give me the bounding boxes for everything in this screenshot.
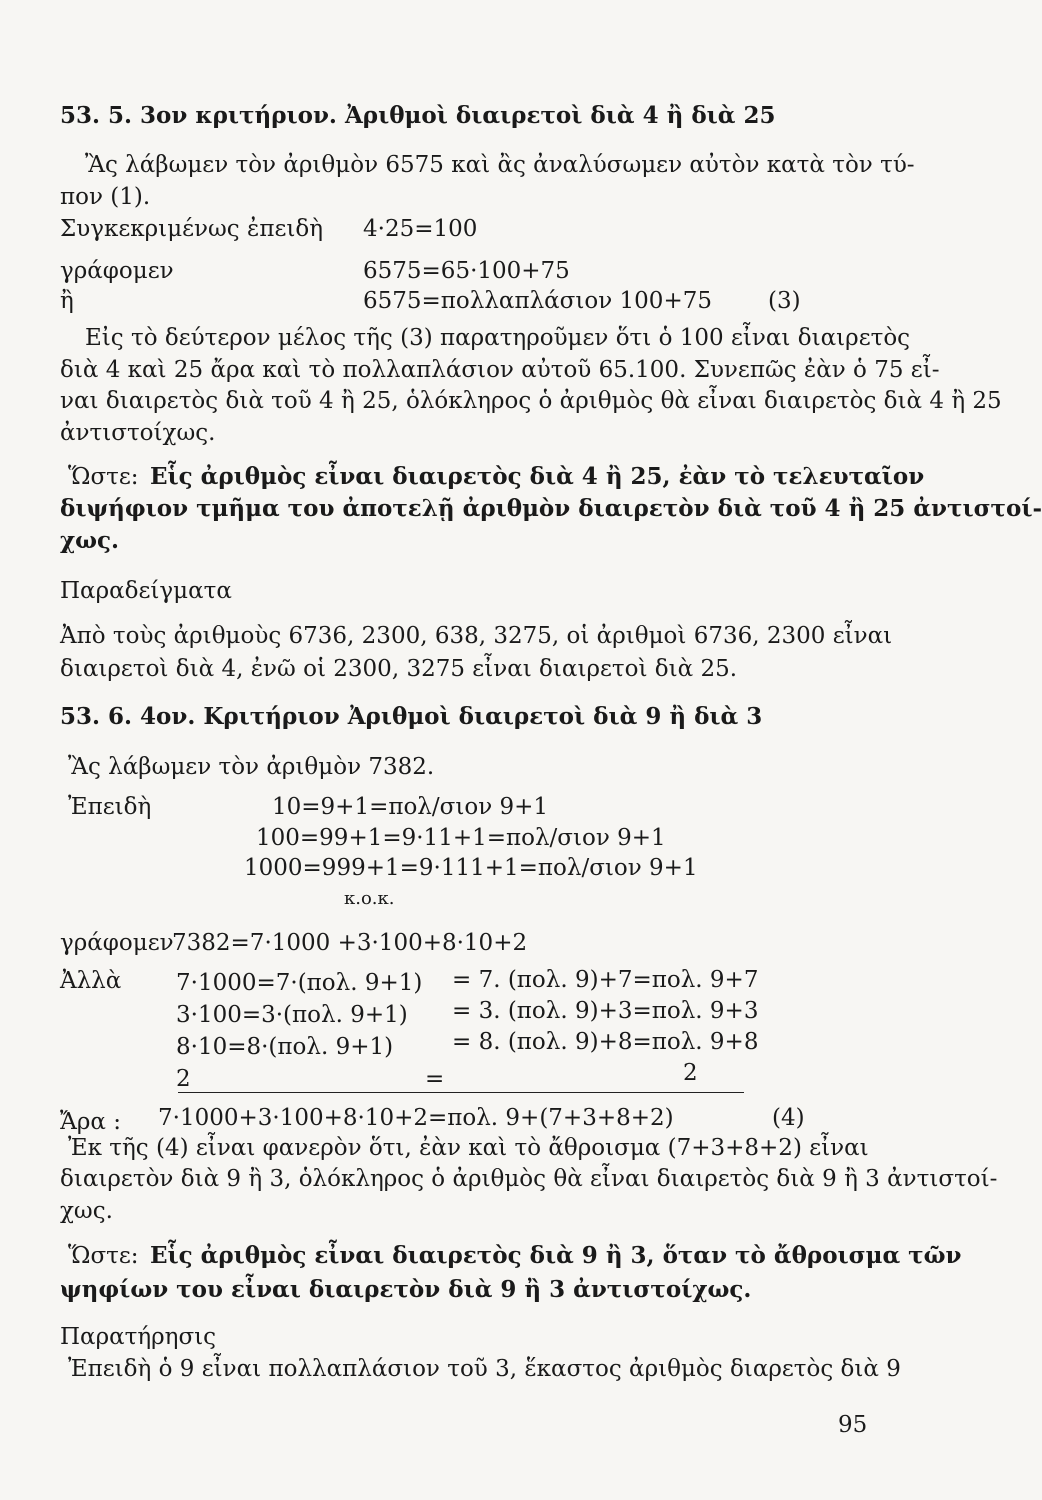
paragraph-line: ναι διαιρετὸς διὰ τοῦ 4 ἢ 25, ὁλόκληρος ὁ ἀριθμὸς θὰ εἶναι διαιρετὸς διὰ 4 ἢ 25 <box>60 388 1002 414</box>
equation: 3·100=3·(πολ. 9+1) <box>176 1002 408 1028</box>
paragraph-line: Εἰς τὸ δεύτερον μέλος τῆς (3) παρατηροῦμεν ὅτι ὁ 100 εἶναι διαιρετὸς <box>85 325 911 351</box>
equation-label: γράφομεν <box>60 258 174 284</box>
paragraph-line: Ἂς λάβωμεν τὸν ἀριθμὸν 7382. <box>68 754 435 780</box>
equation: 6575=πολλαπλάσιον 100+75 <box>363 288 712 314</box>
equation: 7·1000=7·(πολ. 9+1) <box>176 970 423 996</box>
equation: 8·10=8·(πολ. 9+1) <box>176 1034 394 1060</box>
equation: 7382=7·1000 +3·100+8·10+2 <box>172 930 528 956</box>
rule-text: Εἷς ἀριθμὸς εἶναι διαιρετὸς διὰ 4 ἢ 25, ἐὰν τὸ τελευταῖον <box>150 463 925 490</box>
rule-text: ψηφίων του εἶναι διαιρετὸν διὰ 9 ἢ 3 ἀντιστοίχως. <box>60 1276 752 1303</box>
equation-number: (4) <box>772 1105 805 1131</box>
equation: = 8. (πολ. 9)+8=πολ. 9+8 <box>452 1029 759 1055</box>
paragraph-line: Ἐπειδὴ ὁ 9 εἶναι πολλαπλάσιον τοῦ 3, ἕκαστος ἀριθμὸς διαρετὸς διὰ 9 <box>68 1356 901 1382</box>
remark-title: Παρατήρησις <box>60 1324 217 1350</box>
paragraph-line: Ἂς λάβωμεν τὸν ἀριθμὸν 6575 καὶ ἂς ἀναλύσωμεν αὐτὸν κατὰ τὸν τύ- <box>85 152 915 178</box>
paragraph-line: διαιρετὸν διὰ 9 ἢ 3, ὁλόκληρος ὁ ἀριθμὸς θὰ εἶναι διαιρετὸς διὰ 9 ἢ 3 ἀντιστοί- <box>60 1166 998 1192</box>
equation: 10=9+1=πολ/σιον 9+1 <box>272 794 549 820</box>
paragraph-line: Ἀπὸ τοὺς ἀριθμοὺς 6736, 2300, 638, 3275, οἱ ἀριθμοὶ 6736, 2300 εἶναι <box>60 623 893 649</box>
sum-rule-line <box>178 1092 744 1093</box>
section-53-6-heading: 53. 6. 4ον. Κριτήριον Ἀριθμοὶ διαιρετοὶ διὰ 9 ἢ διὰ 3 <box>60 703 763 730</box>
equation: = 7. (πολ. 9)+7=πολ. 9+7 <box>452 967 759 993</box>
equation: 2 <box>683 1060 698 1086</box>
equation: 6575=65·100+75 <box>363 258 570 284</box>
equation-label: Ἄρα : <box>60 1109 121 1135</box>
rule-text: Εἷς ἀριθμὸς εἶναι διαιρετὸς διὰ 9 ἢ 3, ὅταν τὸ ἄθροισμα τῶν <box>150 1242 962 1269</box>
rule-lead: Ὥστε: <box>68 464 139 490</box>
paragraph-line: διὰ 4 καὶ 25 ἄρα καὶ τὸ πολλαπλάσιον αὐτοῦ 65.100. Συνεπῶς ἐὰν ὁ 75 εἶ- <box>60 357 940 383</box>
equation: 7·1000+3·100+8·10+2=πολ. 9+(7+3+8+2) <box>158 1105 674 1131</box>
equation-label: Ἐπειδὴ <box>68 794 152 820</box>
rule-text: διψήφιον τμῆμα του ἀποτελῇ ἀριθμὸν διαιρετὸν διὰ τοῦ 4 ἢ 25 ἀντιστοί- <box>60 495 1042 522</box>
equation: 100=99+1=9·11+1=πολ/σιον 9+1 <box>256 825 666 851</box>
paragraph-line: χως. <box>60 1198 113 1224</box>
equation: = 3. (πολ. 9)+3=πολ. 9+3 <box>452 998 759 1024</box>
equation: 1000=999+1=9·111+1=πολ/σιον 9+1 <box>244 855 698 881</box>
paragraph-line: Ἐκ τῆς (4) εἶναι φανερὸν ὅτι, ἐὰν καὶ τὸ ἄθροισμα (7+3+8+2) εἶναι <box>68 1135 869 1161</box>
rule-text: χως. <box>60 527 120 554</box>
paragraph-line: ἀντιστοίχως. <box>60 420 216 446</box>
examples-title: Παραδείγματα <box>60 578 232 604</box>
paragraph-line: πον (1). <box>60 184 151 210</box>
equation: 4·25=100 <box>363 216 478 242</box>
equation-number: (3) <box>768 288 801 314</box>
equation: = <box>425 1066 445 1092</box>
rule-lead: Ὥστε: <box>68 1243 139 1269</box>
equation-label: ἢ <box>60 288 74 314</box>
section-53-5-heading: 53. 5. 3ον κριτήριον. Ἀριθμοὶ διαιρετοὶ διὰ 4 ἢ διὰ 25 <box>60 102 776 129</box>
page-number: 95 <box>838 1412 868 1438</box>
equation-label: Ἀλλὰ <box>60 968 122 994</box>
paragraph-line: διαιρετοὶ διὰ 4, ἐνῶ οἱ 2300, 3275 εἶναι διαιρετοὶ διὰ 25. <box>60 656 738 682</box>
equation-label: Συγκεκριμένως ἐπειδὴ <box>60 216 324 242</box>
equation: κ.ο.κ. <box>344 888 395 909</box>
equation-label: γράφομεν <box>60 930 174 956</box>
equation: 2 <box>176 1066 191 1092</box>
